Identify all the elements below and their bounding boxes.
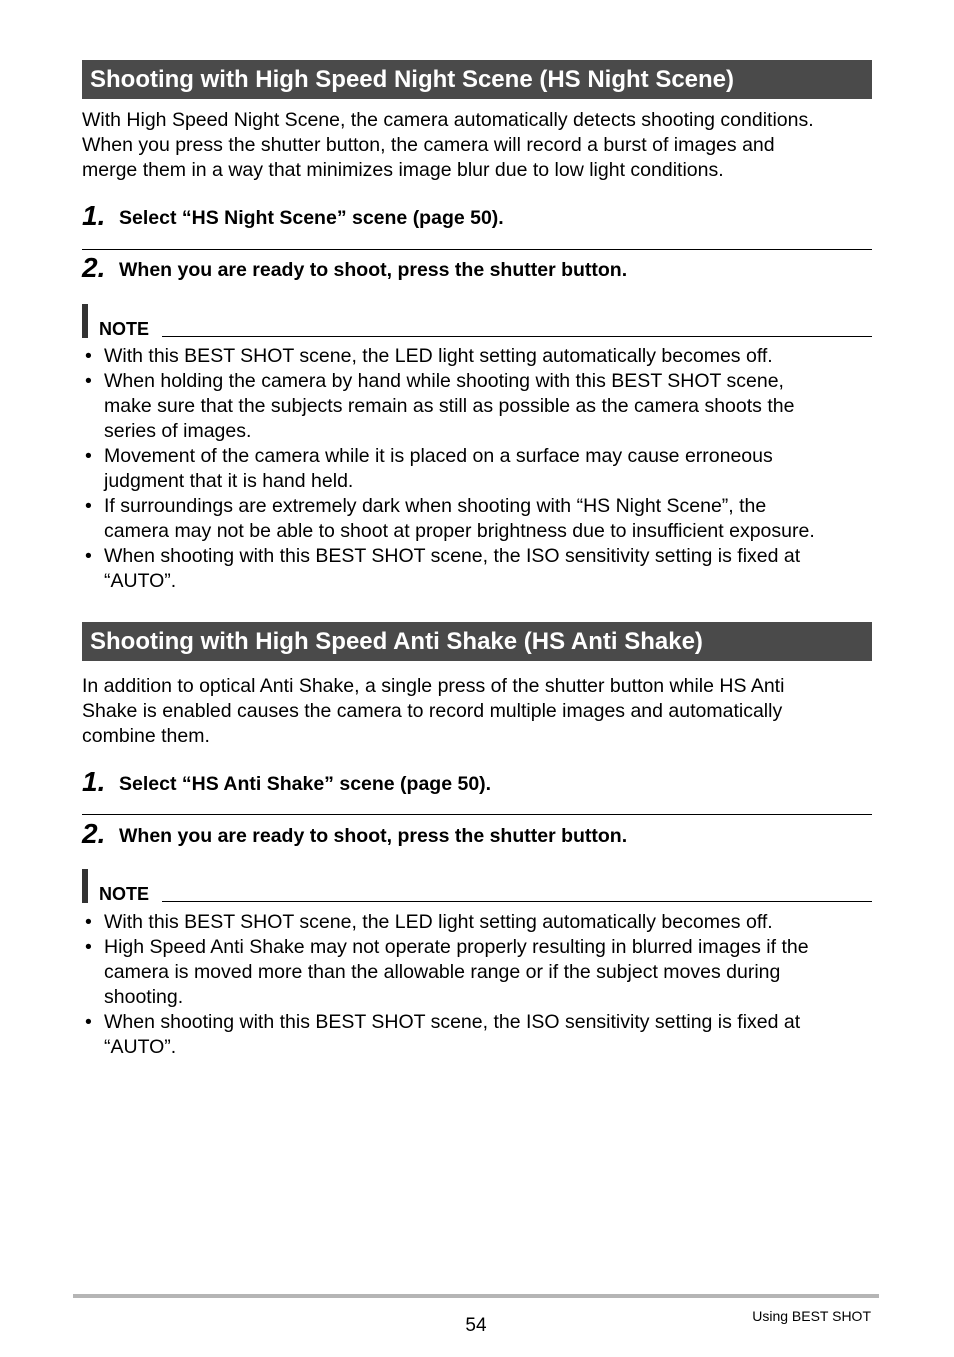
note-underline [162, 336, 872, 337]
step-text: Select “HS Anti Shake” scene (page 50). [119, 773, 492, 795]
list-item: • With this BEST SHOT scene, the LED light setting automatically becomes off. [85, 911, 773, 933]
list-item: • Movement of the camera while it is placed on a surface may cause erroneous judgment that it is hand held. [85, 445, 773, 492]
section2-note-list [82, 910, 882, 1060]
note-marker [82, 304, 88, 338]
section2-intro: In addition to optical Anti Shake, a single press of the shutter button while HS Anti Shake is enabled causes the camera to record multiple images and automatically combine them. [82, 675, 785, 747]
note-label: NOTE [99, 319, 150, 339]
step-number: 1. [82, 200, 106, 231]
step-text: When you are ready to shoot, press the shutter button. [119, 825, 628, 847]
section1-note-list [82, 344, 882, 594]
list-item: • With this BEST SHOT scene, the LED light setting automatically becomes off. [85, 345, 773, 367]
note-underline [162, 901, 872, 902]
step-number: 2. [82, 818, 106, 849]
footer-rule [73, 1294, 879, 1298]
step-divider [82, 249, 872, 250]
footer-section-label: Using BEST SHOT [752, 1308, 871, 1324]
list-item: • If surroundings are extremely dark when shooting with “HS Night Scene”, the camera may not be able to shoot at proper brightness due to insufficient exposure. [85, 495, 815, 542]
list-item: • When shooting with this BEST SHOT scene, the ISO sensitivity setting is fixed at “AUTO”. [85, 545, 801, 592]
section1-step-2 [82, 252, 872, 292]
step-text: When you are ready to shoot, press the shutter button. [119, 259, 628, 281]
list-item: • When shooting with this BEST SHOT scene, the ISO sensitivity setting is fixed at “AUTO”. [85, 1011, 801, 1058]
step-number: 1. [82, 766, 106, 797]
section1-note-header [82, 304, 872, 338]
note-marker [82, 869, 88, 903]
section1-intro: With High Speed Night Scene, the camera automatically detects shooting conditions. When you press the shutter button, the camera will record a burst of images and merge them in a way that minimizes image blur due to low light conditions. [82, 109, 814, 181]
step-number: 2. [82, 252, 106, 283]
section-heading-hs-night-scene: Shooting with High Speed Night Scene (HS Night Scene) [82, 60, 872, 99]
step-text: Select “HS Night Scene” scene (page 50). [119, 207, 504, 229]
note-label: NOTE [99, 884, 150, 904]
list-item: • When holding the camera by hand while shooting with this BEST SHOT scene, make sure that the subjects remain as still as possible as the camera shoots the series of images. [85, 370, 795, 442]
section2-step-2 [82, 818, 872, 858]
section1-step-1 [82, 200, 872, 240]
list-item: • High Speed Anti Shake may not operate properly resulting in blurred images if the camera is moved more than the allowable range or if the subject moves during shooting. [85, 936, 809, 1008]
step-divider [82, 814, 872, 815]
page-number: 54 [465, 1315, 487, 1336]
section2-step-1 [82, 766, 872, 806]
section-heading-hs-anti-shake: Shooting with High Speed Anti Shake (HS Anti Shake) [82, 622, 872, 661]
section2-note-header [82, 869, 872, 903]
